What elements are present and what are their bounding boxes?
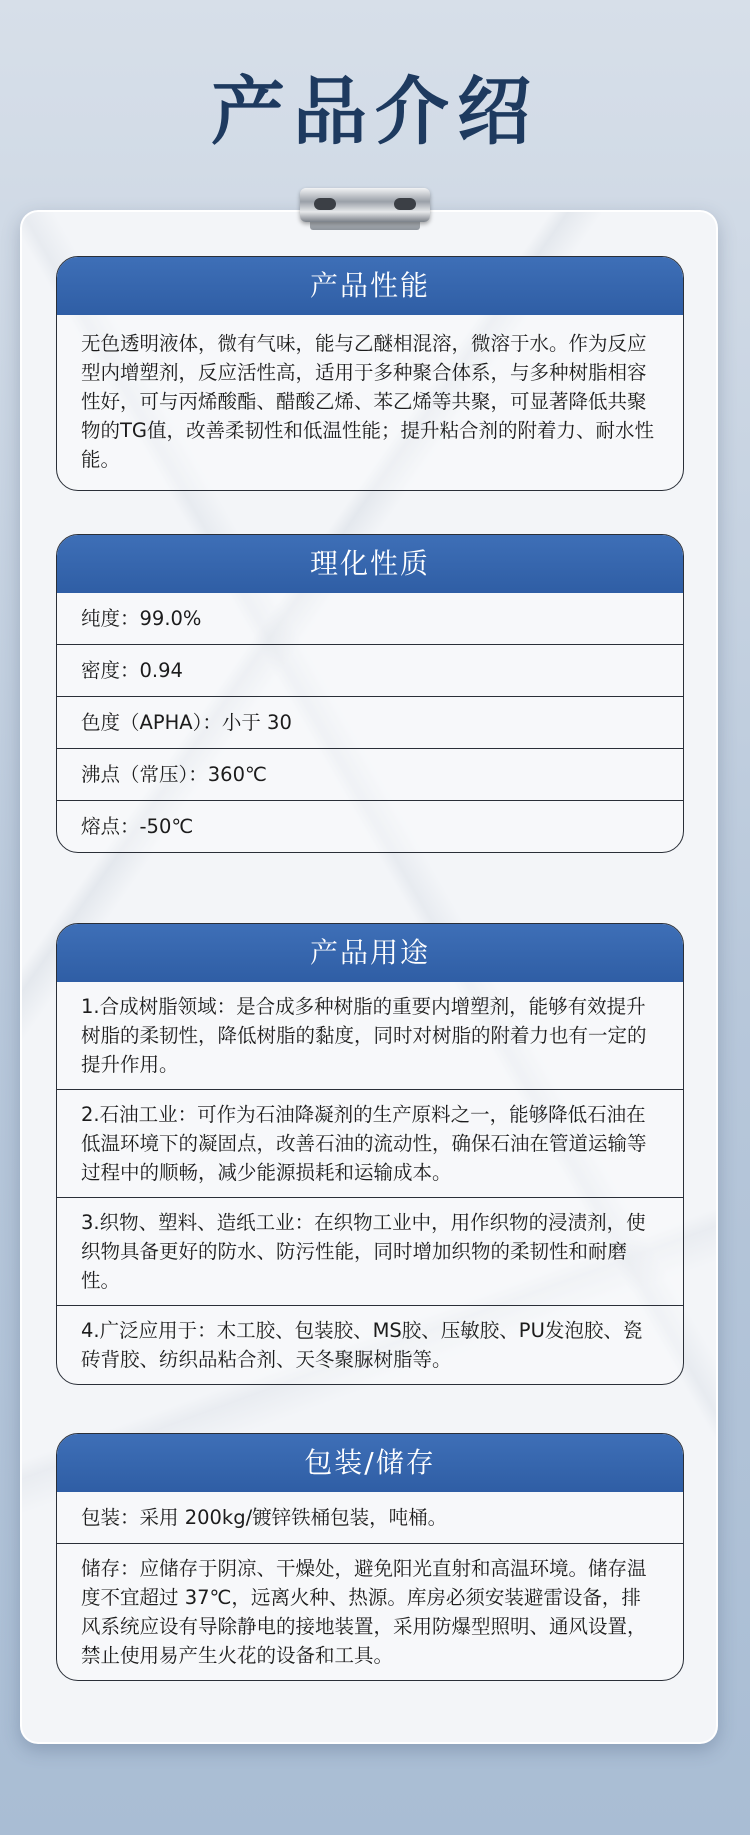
- packaging-card: [56, 1433, 684, 1681]
- performance-text: 无色透明液体，微有气味，能与乙醚相混溶，微溶于水。作为反应型内增塑剂，反应活性高，适用于多种聚合体系，与多种树脂相容性好，可与丙烯酸酯、醋酸乙烯、苯乙烯等共聚，可显著降低共聚物的TG值，改善柔韧性和低温性能；提升粘合剂的附着力、耐水性能。: [81, 332, 655, 471]
- packaging-info: 包装：采用 200kg/镀锌铁桶包装，吨桶。: [81, 1506, 448, 1529]
- application-item: 4.广泛应用于：木工胶、包装胶、MS胶、压敏胶、PU发泡胶、瓷砖背胶、纺织品粘合剂、天冬聚脲树脂等。: [57, 1305, 683, 1384]
- page-title: 产品介绍: [211, 69, 539, 155]
- clipboard-clip-icon: [300, 188, 430, 232]
- property-color: 色度（APHA）：小于 30: [57, 696, 683, 748]
- application-item: 2.石油工业：可作为石油降凝剂的生产原料之一，能够降低石油在低温环境下的凝固点，改善石油的流动性，确保石油在管道运输等过程中的顺畅，减少能源损耗和运输成本。: [57, 1089, 683, 1197]
- storage-info: 储存：应储存于阴凉、干燥处，避免阳光直射和高温环境。储存温度不宜超过 37℃，远离火种、热源。库房必须安装避雷设备，排风系统应设有导除静电的接地装置，采用防爆型照明、通风设置，禁止使用易产生火花的设备和工具。: [57, 1543, 683, 1680]
- applications-header: 产品用途: [57, 924, 683, 982]
- property-purity: 纯度：99.0%: [81, 607, 202, 630]
- performance-card: [56, 256, 684, 491]
- property-density: 密度：0.94: [57, 644, 683, 696]
- packaging-header: 包装/储存: [57, 1434, 683, 1492]
- applications-card: [56, 923, 684, 1385]
- performance-header: 产品性能: [57, 257, 683, 315]
- property-melting-point: 熔点：-50℃: [57, 800, 683, 852]
- properties-header: 理化性质: [57, 535, 683, 593]
- application-item: 3.织物、塑料、造纸工业：在织物工业中，用作织物的浸渍剂，使织物具备更好的防水、防污性能，同时增加织物的柔韧性和耐磨性。: [57, 1197, 683, 1305]
- application-item: 1.合成树脂领域：是合成多种树脂的重要内增塑剂，能够有效提升树脂的柔韧性，降低树脂的黏度，同时对树脂的附着力也有一定的提升作用。: [81, 995, 647, 1076]
- properties-card: [56, 534, 684, 853]
- property-boiling-point: 沸点（常压）：360℃: [57, 748, 683, 800]
